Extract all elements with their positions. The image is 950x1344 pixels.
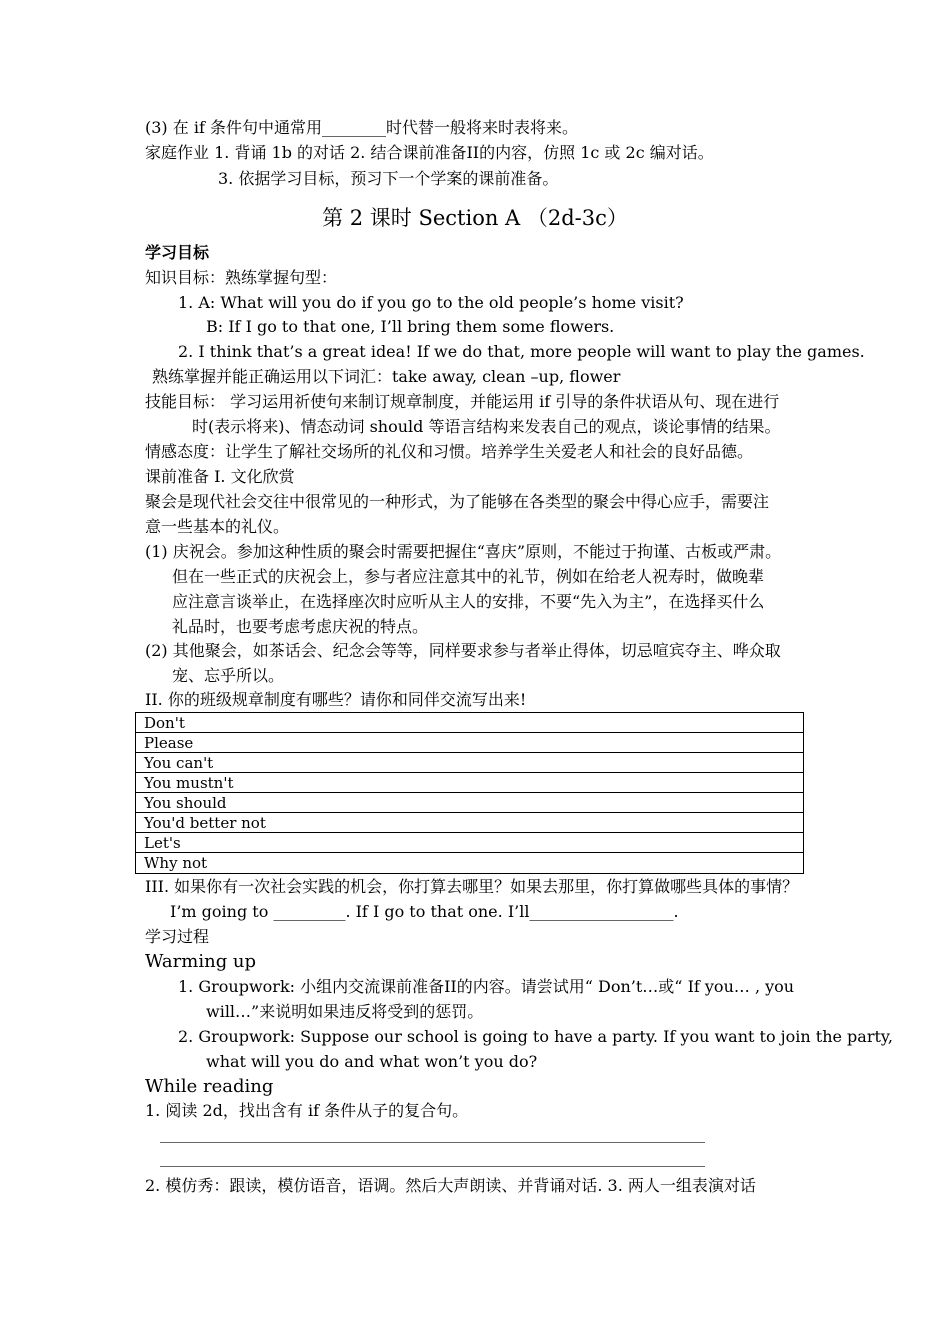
other-party-2: 宠、忘乎所以。 — [172, 666, 285, 685]
practice-answer-line: I’m going to _________. If I go to that one. I’ll__________________. — [170, 902, 679, 921]
while-reading-heading: While reading — [145, 1076, 274, 1097]
groupwork-2a: 2. Groupwork: Suppose our school is going to have a party. If you want to join the party, — [178, 1027, 893, 1046]
emotion-goal: 情感态度：让学生了解社交场所的礼仪和习惯。培养学生关爱老人和社会的良好品德。 — [145, 442, 754, 461]
sentence-1a: 1. A: What will you do if you go to the old people’s home visit? — [178, 293, 684, 312]
sentence-2: 2. I think that’s a great idea! If we do that, more people will want to play the games. — [178, 342, 865, 361]
celebration-3: 应注意言谈举止，在选择座次时应听从主人的安排，不要“先入为主”，在选择买什么 — [172, 592, 765, 611]
homework-line-1: 家庭作业 1. 背诵 1b 的对话 2. 结合课前准备II的内容，仿照 1c 或 2c 编对话。 — [145, 143, 714, 162]
table-row: Let's — [136, 833, 803, 853]
lesson-title: 第 2 课时 Section A （2d-3c） — [322, 206, 628, 230]
celebration-1: (1) 庆祝会。参加这种性质的聚会时需要把握住“喜庆”原则，不能过于拘谨、古板或严肃。 — [145, 542, 782, 561]
reading-task-1: 1. 阅读 2d，找出含有 if 条件从子的复合句。 — [145, 1101, 469, 1120]
skill-goal-1: 技能目标： 学习运用祈使句来制订规章制度，并能运用 if 引导的条件状语从句、现在进行 — [145, 392, 780, 411]
warming-up-heading: Warming up — [145, 951, 257, 972]
rules-question: II. 你的班级规章制度有哪些？请你和同伴交流写出来! — [145, 690, 527, 709]
sentence-1b: B: If I go to that one, I’ll bring them some flowers. — [206, 317, 615, 336]
celebration-4: 礼品时，也要考虑考虑庆祝的特点。 — [172, 617, 429, 636]
other-party-1: (2) 其他聚会，如茶话会、纪念会等等，同样要求参与者举止得体，切忌喧宾夺主、哗众取 — [145, 641, 781, 660]
answer-line — [160, 1166, 705, 1167]
groupwork-1b: will…”来说明如果违反将受到的惩罚。 — [206, 1002, 484, 1021]
knowledge-goal: 知识目标：熟练掌握句型： — [145, 268, 338, 287]
table-row: Don't — [136, 713, 803, 733]
table-row: Please — [136, 733, 803, 753]
table-row: Why not — [144, 854, 208, 872]
goals-heading: 学习目标 — [145, 243, 210, 262]
practice-question: III. 如果你有一次社会实践的机会，你打算去哪里？如果去那里，你打算做哪些具体的事情？ — [145, 877, 799, 896]
table-row: You can't — [136, 753, 803, 773]
groupwork-1a: 1. Groupwork: 小组内交流课前准备II的内容。请尝试用“ Don’t…或“ If you… , you — [178, 977, 795, 996]
table-row: You'd better not — [136, 813, 803, 833]
if-clause-note: (3) 在 if 条件句中通常用________时代替一般将来时表将来。 — [145, 118, 578, 137]
reading-task-2: 2. 模仿秀：跟读，模仿语音，语调。然后大声朗读、并背诵对话. 3. 两人一组表演对话 — [145, 1176, 756, 1195]
culture-para-1b: 意一些基本的礼仪。 — [145, 517, 290, 536]
prep-heading: 课前准备 I. 文化欣赏 — [145, 467, 295, 486]
skill-goal-2: 时(表示将来)、情态动词 should 等语言结构来发表自己的观点，谈论事情的结果。 — [192, 417, 781, 436]
groupwork-2b: what will you do and what won’t you do? — [206, 1052, 538, 1071]
table-row: You mustn't — [136, 773, 803, 793]
answer-line — [160, 1142, 705, 1143]
culture-para-1a: 聚会是现代社会交往中很常见的一种形式，为了能够在各类型的聚会中得心应手，需要注 — [145, 492, 770, 511]
table-row: You should — [136, 793, 803, 813]
process-heading: 学习过程 — [145, 927, 210, 946]
class-rules-table — [135, 712, 804, 874]
celebration-2: 但在一些正式的庆祝会上，参与者应注意其中的礼节，例如在给老人祝寿时，做晚辈 — [172, 567, 765, 586]
homework-line-2: 3. 依据学习目标，预习下一个学案的课前准备。 — [218, 169, 559, 188]
vocab-goal: 熟练掌握并能正确运用以下词汇：take away, clean –up, flower — [152, 367, 621, 386]
